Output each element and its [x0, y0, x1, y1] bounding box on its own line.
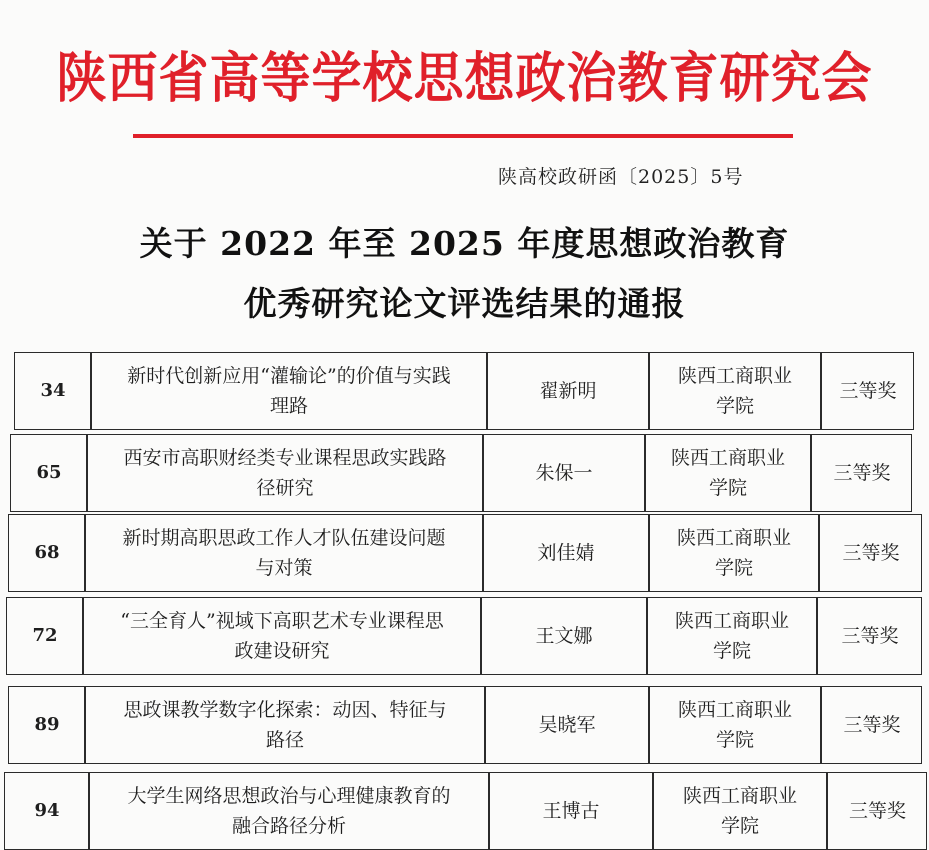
author-name	[481, 598, 647, 674]
notice-title-line1: 关于 2022 年至 2025 年度思想政治教育	[139, 224, 790, 263]
column-divider	[482, 435, 484, 511]
award-level-text: 三等奖	[839, 380, 897, 402]
column-divider	[82, 598, 84, 674]
paper-title-text: 新时期高职思政工作人才队伍建设问题	[122, 527, 446, 549]
notice-title-line2: 优秀研究论文评选结果的通报	[243, 284, 686, 323]
author-name	[483, 515, 649, 591]
affiliation-text: 学院	[715, 395, 754, 417]
affiliation-text: 学院	[712, 640, 751, 662]
award-level-text: 三等奖	[843, 714, 901, 736]
paper-title	[89, 773, 489, 849]
column-divider	[88, 773, 90, 849]
row-number-text: 65	[36, 462, 62, 483]
paper-title-text: 融合路径分析	[231, 815, 346, 837]
paper-title-text: “三全育人”视域下高职艺术专业课程思	[120, 610, 444, 632]
award-level	[821, 353, 915, 429]
organization-name: 陕西省高等学校思想政治教育研究会	[56, 47, 873, 110]
affiliation	[649, 353, 821, 429]
affiliation-text: 学院	[720, 815, 759, 837]
column-divider	[652, 773, 654, 849]
column-divider	[648, 353, 650, 429]
column-divider	[480, 598, 482, 674]
affiliation-text: 学院	[708, 477, 747, 499]
author-name	[487, 353, 649, 429]
paper-title	[91, 353, 487, 429]
row-number-text: 72	[32, 625, 58, 646]
affiliation-text: 陕西工商职业	[674, 610, 789, 632]
paper-title-text: 思政课教学数字化探索：动因、特征与	[123, 699, 447, 721]
column-divider	[810, 435, 812, 511]
award-level-text: 三等奖	[842, 542, 900, 564]
affiliation-text: 陕西工商职业	[677, 365, 792, 387]
document-number: 陕高校政研函〔2025〕5号	[498, 166, 744, 188]
column-divider	[484, 687, 486, 763]
column-divider	[644, 435, 646, 511]
author-name	[483, 435, 645, 511]
table-row	[10, 434, 912, 512]
paper-title-text: 西安市高职财经类专业课程思政实践路	[123, 447, 447, 469]
table-row	[8, 686, 922, 764]
author-name-text: 吴晓军	[538, 714, 596, 736]
paper-title	[85, 515, 483, 591]
award-level	[827, 773, 928, 849]
row-number	[7, 598, 83, 674]
affiliation	[647, 598, 817, 674]
row-number-text: 89	[34, 714, 60, 735]
column-divider	[482, 515, 484, 591]
paper-title	[87, 435, 483, 511]
author-name	[489, 773, 653, 849]
award-level	[811, 435, 913, 511]
column-divider	[820, 353, 822, 429]
column-divider	[84, 687, 86, 763]
affiliation	[645, 435, 811, 511]
award-level-text: 三等奖	[833, 462, 891, 484]
author-name-text: 翟新明	[539, 380, 597, 402]
row-number	[11, 435, 87, 511]
award-level-text: 三等奖	[848, 800, 906, 822]
author-name-text: 王博古	[542, 800, 600, 822]
author-name-text: 刘佳婧	[537, 542, 595, 564]
affiliation-text: 学院	[714, 557, 753, 579]
award-level	[817, 598, 923, 674]
award-level-text: 三等奖	[841, 625, 899, 647]
row-number	[5, 773, 89, 849]
paper-title-text: 与对策	[255, 557, 313, 579]
affiliation-text: 陕西工商职业	[677, 699, 792, 721]
row-number	[15, 353, 91, 429]
column-divider	[826, 773, 828, 849]
table-row	[8, 514, 922, 592]
paper-title-text: 政建设研究	[234, 640, 330, 662]
paper-title-text: 大学生网络思想政治与心理健康教育的	[127, 785, 451, 807]
table-row	[14, 352, 914, 430]
paper-title-text: 路径	[265, 729, 304, 751]
column-divider	[648, 687, 650, 763]
column-divider	[820, 687, 822, 763]
row-number	[9, 687, 85, 763]
paper-title-text: 径研究	[256, 477, 314, 499]
table-row	[6, 597, 922, 675]
author-name-text: 王文娜	[535, 625, 593, 647]
red-divider-line	[133, 134, 793, 138]
affiliation-text: 陕西工商职业	[676, 527, 791, 549]
affiliation-text: 学院	[715, 729, 754, 751]
paper-title	[83, 598, 481, 674]
award-level	[819, 515, 923, 591]
affiliation	[649, 515, 819, 591]
column-divider	[818, 515, 820, 591]
paper-title	[85, 687, 485, 763]
affiliation-text: 陕西工商职业	[682, 785, 797, 807]
award-level	[821, 687, 923, 763]
row-number-text: 94	[34, 800, 60, 821]
column-divider	[648, 515, 650, 591]
author-name-text: 朱保一	[535, 462, 593, 484]
column-divider	[90, 353, 92, 429]
table-row	[4, 772, 927, 850]
paper-title-text: 新时代创新应用“灌输论”的价值与实践	[127, 365, 451, 387]
column-divider	[488, 773, 490, 849]
column-divider	[646, 598, 648, 674]
row-number-text: 34	[40, 380, 66, 401]
affiliation	[649, 687, 821, 763]
paper-title-text: 理路	[269, 395, 308, 417]
column-divider	[486, 353, 488, 429]
affiliation-text: 陕西工商职业	[670, 447, 785, 469]
row-number-text: 68	[34, 542, 60, 563]
column-divider	[86, 435, 88, 511]
column-divider	[816, 598, 818, 674]
affiliation	[653, 773, 827, 849]
column-divider	[84, 515, 86, 591]
author-name	[485, 687, 649, 763]
row-number	[9, 515, 85, 591]
